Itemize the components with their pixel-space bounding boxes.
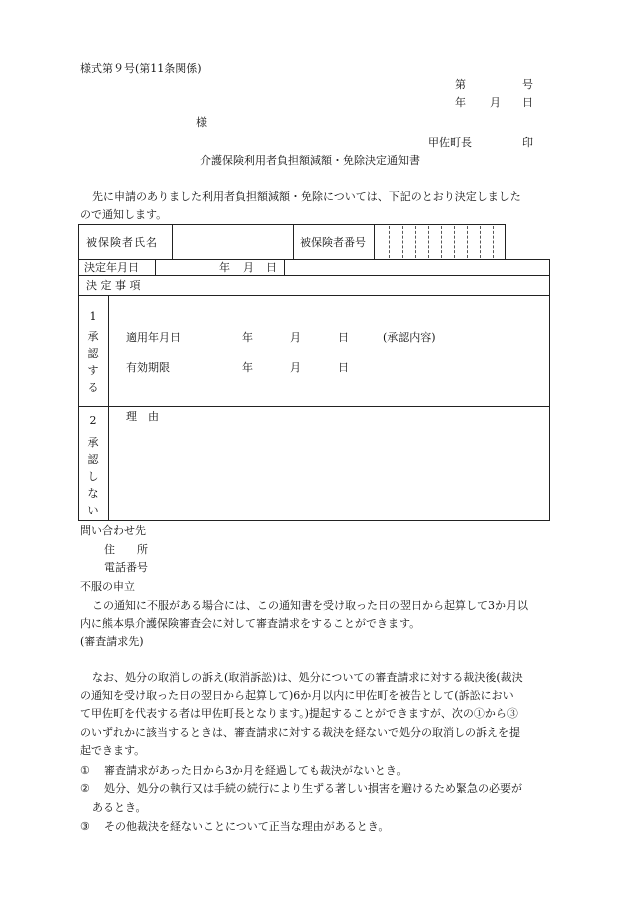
decision-date-label: 決定年月日 — [84, 261, 139, 274]
item-2-text-1: 処分、処分の執行又は手続の続行により生ずる著しい損害を避けるため緊急の必要が — [104, 782, 522, 795]
approve-char: 認 — [87, 347, 99, 360]
seal-mark: 印 — [522, 136, 533, 149]
contact-heading: 問い合わせ先 — [80, 524, 146, 537]
valid-month: 月 — [290, 361, 301, 374]
decision-date-row — [78, 259, 550, 276]
lawsuit-line-1: なお、処分の取消しの訴え(取消訴訟)は、処分についての審査請求に対する裁決後(裁決 — [92, 671, 523, 684]
address-label: 住 所 — [104, 543, 148, 556]
item-2-text-2: あるとき。 — [92, 801, 147, 814]
divider — [155, 259, 156, 276]
date-day: 日 — [522, 96, 533, 109]
number-prefix: 第 — [455, 78, 466, 91]
divider — [108, 406, 109, 521]
deny-section — [78, 406, 550, 521]
apply-year: 年 — [242, 331, 253, 344]
deny-char: 承 — [87, 436, 99, 449]
divider — [108, 295, 109, 407]
insured-number-label: 被保険者番号 — [300, 236, 366, 249]
item-1-text: 審査請求があった日から3か月を経過しても裁決がないとき。 — [104, 764, 408, 777]
number-suffix: 号 — [522, 78, 533, 91]
approve-number: 1 — [89, 310, 97, 323]
phone-label: 電話番号 — [104, 561, 148, 574]
deny-number: 2 — [89, 414, 97, 427]
deny-char: 認 — [87, 453, 99, 466]
intro-line-2: ので通知します。 — [80, 208, 168, 221]
decision-items-header — [78, 275, 550, 296]
decision-items-label: 決 定 事 項 — [86, 279, 141, 292]
appeal-line-1: この通知に不服がある場合には、この通知書を受け取った日の翌日から起算して3か月以 — [92, 599, 528, 612]
item-2-mark: ② — [80, 782, 90, 795]
date-year: 年 — [455, 96, 466, 109]
divider — [293, 224, 294, 260]
item-3-text: その他裁決を経ないことについて正当な理由があるとき。 — [104, 820, 390, 833]
issuer-name: 甲佐町長 — [428, 136, 472, 149]
lawsuit-line-4: のいずれかに該当するときは、審査請求に対する裁決を経ないで処分の取消しの訴えを提 — [80, 726, 520, 739]
item-1-mark: ① — [80, 764, 90, 777]
intro-line-1: 先に申請のありました利用者負担額減額・免除については、下記のとおり決定しました — [92, 190, 521, 203]
decision-date-day: 日 — [266, 261, 277, 274]
deny-char: な — [87, 487, 99, 500]
deny-char: し — [87, 470, 99, 483]
appeal-line-2: 内に熊本県介護保険審査会に対して審査請求をすることができます。 — [80, 617, 421, 630]
item-3-mark: ③ — [80, 820, 90, 833]
valid-until-label: 有効期限 — [126, 361, 170, 374]
approve-char: す — [87, 364, 99, 377]
valid-day: 日 — [338, 361, 349, 374]
apply-day: 日 — [338, 331, 349, 344]
approve-section — [78, 295, 550, 407]
addressee-suffix: 様 — [196, 116, 207, 129]
reason-label: 理 由 — [126, 410, 159, 423]
form-id: 様式第９号(第11条関係) — [80, 62, 202, 75]
divider — [172, 224, 173, 260]
document-title: 介護保険利用者負担額減額・免除決定通知書 — [200, 154, 420, 167]
lawsuit-line-5: 起できます。 — [80, 744, 146, 757]
approve-char: 承 — [87, 330, 99, 343]
approval-content-label: (承認内容) — [383, 331, 436, 344]
decision-date-year: 年 — [219, 261, 230, 274]
divider — [374, 224, 375, 260]
divider — [284, 259, 285, 276]
approve-char: る — [87, 381, 99, 394]
insured-name-label: 被保険者氏名 — [86, 236, 158, 249]
apply-date-label: 適用年月日 — [126, 331, 181, 344]
lawsuit-line-2: の通知を受け取った日の翌日から起算して)6か月以内に甲佐町を被告として(訴訟におい — [80, 689, 514, 702]
appeal-destination: (審査請求先) — [80, 635, 144, 648]
decision-date-month: 月 — [243, 261, 254, 274]
appeal-heading: 不服の申立 — [80, 580, 135, 593]
deny-char: い — [87, 504, 99, 517]
lawsuit-line-3: て甲佐町を代表する者は甲佐町長となります。)提起することができますが、次の①から③ — [80, 707, 518, 720]
valid-year: 年 — [242, 361, 253, 374]
apply-month: 月 — [290, 331, 301, 344]
date-month: 月 — [490, 96, 501, 109]
